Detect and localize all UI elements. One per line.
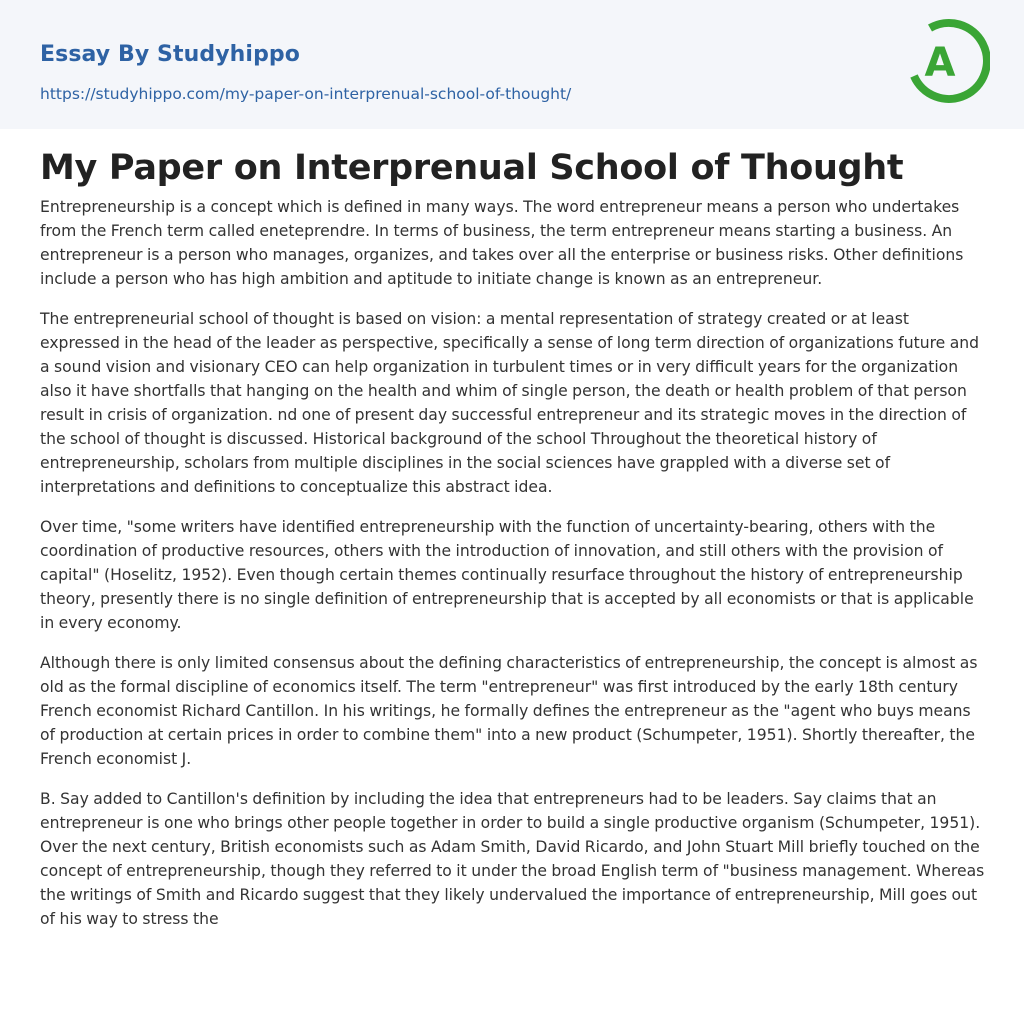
paragraph: The entrepreneurial school of thought is based on vision: a mental representation of strategy created or at least expressed in the head of the leader as perspective, specifically a sense of long term direction of organizations future and a sound vision and visionary CEO can help organization in turbulent times or in very difficult years for the organization also it have shortfalls that hanging on the health and whim of single person, the death or health problem of that person result in crisis of organization. nd one of present day successful entrepreneur and its strategic moves in the direction of the school of thought is discussed. Historical background of the school Throughout the theoretical history of entrepreneurship, scholars from multiple disciplines in the social sciences have grappled with a diverse set of interpretations and definitions to conceptualize this abstract idea. bbox=[40, 310, 980, 496]
paragraph: Over time, "some writers have identified entrepreneurship with the function of uncertainty-bearing, others with the coordination of productive resources, others with the introduction of innovation, and still others with the provision of capital" (Hoselitz, 1952). Even though certain themes continually resurface throughout the history of entrepreneurship theory, presently there is no single definition of entrepreneurship that is accepted by all economists or that is applicable in every economy. bbox=[40, 518, 974, 632]
paragraph: Although there is only limited consensus about the defining characteristics of entrepreneurship, the concept is almost as old as the formal discipline of economics itself. The term "entrepreneur" was first introduced by the early 18th century French economist Richard Cantillon. In his writings, he formally defines the entrepreneur as the "agent who buys means of production at certain prices in order to combine them" into a new product (Schumpeter, 1951). Shortly thereafter, the French economist J. bbox=[40, 654, 978, 768]
brand-title[interactable]: Essay By Studyhippo bbox=[40, 42, 300, 67]
studyhippo-logo-icon[interactable] bbox=[900, 16, 990, 106]
article-body bbox=[40, 195, 988, 947]
page-title: My Paper on Interprenual School of Thought bbox=[40, 148, 904, 188]
logo-letter: A bbox=[924, 40, 956, 86]
paragraph: Entrepreneurship is a concept which is defined in many ways. The word entrepreneur means a person who undertakes from the French term called eneteprendre. In terms of business, the term entrepreneur means starting a business. An entrepreneur is a person who manages, organizes, and takes over all the enterprise or business risks. Other definitions include a person who has high ambition and aptitude to initiate change is known as an entrepreneur. bbox=[40, 198, 964, 288]
paragraph: B. Say added to Cantillon's definition by including the idea that entrepreneurs had to be leaders. Say claims that an entrepreneur is one who brings other people together in order to build a single productive organism (Schumpeter, 1951). Over the next century, British economists such as Adam Smith, David Ricardo, and John Stuart Mill briefly touched on the concept of entrepreneurship, though they referred to it under the broad English term of "business management. Whereas the writings of Smith and Ricardo suggest that they likely undervalued the importance of entrepreneurship, Mill goes out of his way to stress the bbox=[40, 790, 985, 928]
source-url-link[interactable]: https://studyhippo.com/my-paper-on-interprenual-school-of-thought/ bbox=[40, 85, 572, 103]
